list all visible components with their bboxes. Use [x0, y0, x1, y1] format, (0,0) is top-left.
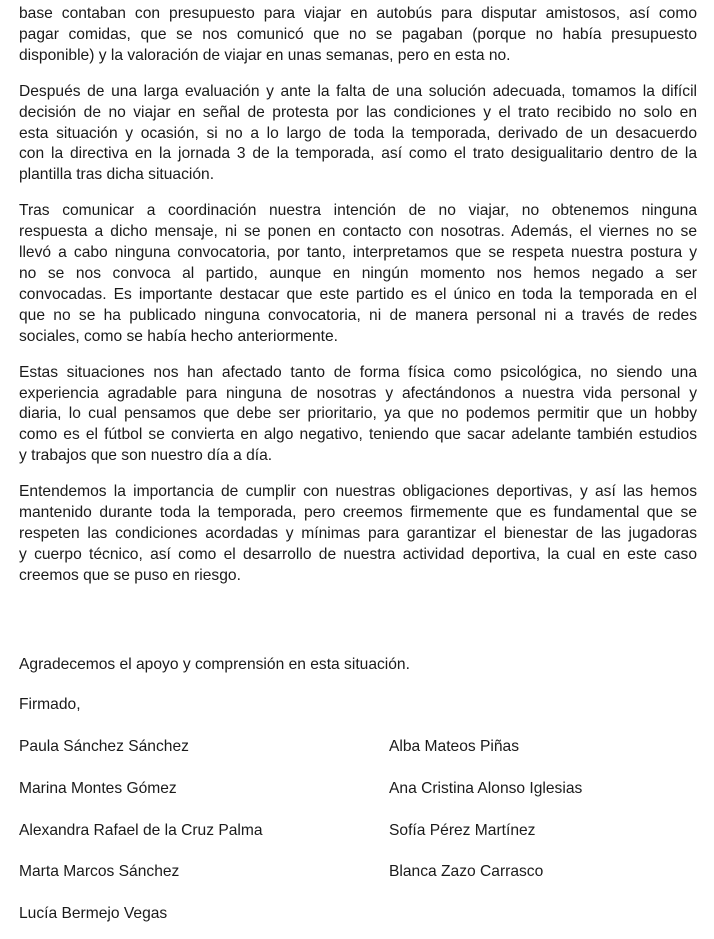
- text-line: y trabajos que son nuestro día a día.: [19, 447, 273, 465]
- paragraph-2: [19, 82, 697, 187]
- closing-line: Agradecemos el apoyo y comprensión en esta situación.: [19, 656, 410, 673]
- text-line: diaria, lo cual pensamos que debe ser prioritario, ya que no podemos permitir que un hobby: [19, 405, 697, 423]
- text-line: Tras comunicar a coordinación nuestra intención de no viajar, no obtenemos ninguna: [19, 202, 697, 220]
- text-line: decisión de no viajar en señal de protesta por las condiciones y el trato recibido no solo en: [19, 103, 697, 121]
- text-line: creemos que se puso en riesgo.: [19, 566, 241, 584]
- text-line: mantenido durante toda la temporada, pero creemos firmemente que es fundamental que se: [19, 504, 697, 522]
- signatory-name: Alexandra Rafael de la Cruz Palma: [19, 822, 263, 839]
- signatory-name: Ana Cristina Alonso Iglesias: [389, 780, 583, 797]
- text-line: Entendemos la importancia de cumplir con nuestras obligaciones deportivas, y así las hemos: [19, 483, 697, 501]
- text-line: base contaban con presupuesto para viajar en autobús para disputar amistosos, así como: [19, 5, 697, 22]
- signatories-list: [19, 737, 699, 927]
- signatory-name: Marta Marcos Sánchez: [19, 863, 180, 880]
- signatory-name: Marina Montes Gómez: [19, 780, 177, 797]
- text-line: respeten las condiciones acordadas y mínimas para garantizar el bienestar de las jugadoras: [19, 524, 697, 542]
- text-line: como es el fútbol se convierta en algo negativo, teniendo que sacar adelante también estudios: [19, 426, 697, 444]
- paragraph-1: [19, 4, 697, 67]
- text-line: sociales, como se había hecho anteriormente.: [19, 327, 338, 345]
- signatory-name: Alba Mateos Piñas: [389, 738, 520, 755]
- letter-body: [19, 4, 697, 602]
- text-line: plantilla tras dicha situación.: [19, 166, 215, 184]
- signatory-name: Paula Sánchez Sánchez: [19, 738, 189, 755]
- text-line: que no se ha publicado ninguna convocatoria, ni de manera personal ni a través de redes: [19, 306, 697, 324]
- text-line: no se nos convoca al partido, aunque en ningún momento nos hemos negado a ser: [19, 264, 697, 282]
- paragraph-4: [19, 363, 697, 468]
- text-line: Estas situaciones nos han afectado tanto de forma física como psicológica, no siendo una: [19, 363, 697, 381]
- text-line: convocadas. Es importante destacar que este partido es el único en toda la temporada en el: [19, 285, 697, 303]
- text-line: pagar comidas, que se nos comunicó que no se pagaban (porque no había presupuesto: [19, 25, 697, 43]
- signatory-name: Lucía Bermejo Vegas: [19, 905, 168, 922]
- text-line: disponible) y la valoración de viajar en unas semanas, pero en esta no.: [19, 46, 511, 64]
- text-line: experiencia agradable para ninguna de nosotras y afectándonos a nuestra vida personal y: [19, 384, 697, 402]
- text-line: respuesta a dicho mensaje, ni se ponen en contacto con nosotras. Además, el viernes no se: [19, 223, 697, 241]
- signatory-name: Sofía Pérez Martínez: [389, 822, 536, 839]
- text-line: Después de una larga evaluación y ante la falta de una solución adecuada, tomamos la difícil: [19, 82, 697, 100]
- signatory-name: Blanca Zazo Carrasco: [389, 863, 544, 880]
- text-line: con la directiva en la jornada 3 de la temporada, así como el trato desigualitario dentro de la: [19, 145, 697, 163]
- signoff-label: Firmado,: [19, 696, 81, 713]
- text-line: y cuerpo técnico, así como el desarrollo de nuestra actividad deportiva, la cual en este caso: [19, 545, 697, 563]
- paragraph-3: [19, 201, 697, 347]
- text-line: llevó a cabo ninguna convocatoria, por tanto, interpretamos que se respeta nuestra postura y: [19, 244, 697, 262]
- text-line: esta situación y ocasión, si no a lo largo de toda la temporada, derivado de un desacuerdo: [19, 124, 697, 142]
- paragraph-5: [19, 482, 697, 587]
